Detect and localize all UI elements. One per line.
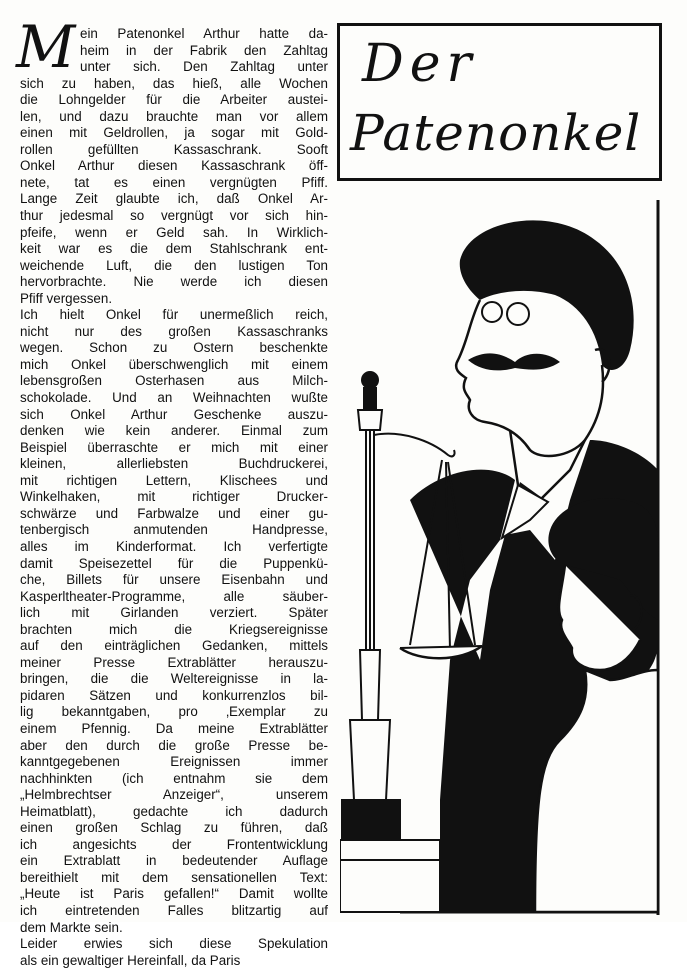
text-line: tenbergisch anmutenden Handpresse, [20,522,328,538]
text-line: Lange Zeit glaubte ich, daß Onkel Ar- [20,191,328,207]
text-line: keit war es die dem Stahlschrank ent- [20,241,328,257]
text-line: bringen, die die Weltereignisse in la- [20,671,328,687]
text-line: kanntgegebenen Ereignissen immer [20,754,328,770]
text-line: Winkelhaken, mit richtiger Drucker- [20,489,328,505]
text-line: nicht nur des großen Kassaschranks [20,323,328,339]
uncle-glasses-right [507,303,529,325]
text-line: pidaren Sätzen und konkurrenzlos bil- [20,687,328,703]
text-line: die Lohngelder für die Arbeiter austei- [20,92,328,108]
text-line: ich angesichts der Frontentwicklung [20,836,328,852]
title-word-patenonkel: Patenonkel [350,104,642,162]
text-line: dem Markte sein. [20,919,123,935]
text-line: Heimatblatt), gedachte ich dadurch [20,803,328,819]
text-line: einem Pfennig. Da meine Extrablätter [20,720,328,736]
text-line: einen großen Schlag zu führen, daß [20,820,328,836]
text-line: kleinen, allerliebsten Buchdruckerei, [20,456,328,472]
article-body [20,26,328,969]
text-line: einen mit Geldrollen, ja sogar mit Gold- [20,125,328,141]
text-line: Beispiel überraschte er mich mit einer [20,439,328,455]
text-line: schokolade. Und an Weihnachten wußte [20,390,328,406]
text-line: lich mit Girlanden verziert. Später [20,605,328,621]
uncle-glasses-left [482,302,502,322]
text-line: meiner Presse Extrablätter herauszu- [20,654,328,670]
title-word-der: Der [362,34,478,94]
text-line: nete, tat es einen vergnügten Pfiff. [20,174,328,190]
text-line: che, Billets für unsere Eisenbahn und [20,572,328,588]
text-line: ich eintretenden Falles blitzartig auf [20,902,328,918]
uncle-moustache [468,353,560,370]
title-box [337,23,662,181]
article-text-column [16,13,328,969]
text-line: brachten mich die Kriegsereignisse [20,621,328,637]
text-line: aber den durch die große Presse be- [20,737,328,753]
text-line: len, und dazu brauchte man vor allem [20,108,328,124]
illustration-uncle-and-boy [340,200,680,915]
text-line: ein Patenonkel Arthur hatte da- [80,26,328,41]
text-line: lig bekanntgaben, pro ‚Exemplar zu [20,704,328,720]
text-line: heim in der Fabrik den Zahltag [80,42,328,58]
text-line: schwärze und Farbwalze und einer gu- [20,505,328,521]
text-line: lebensgroßen Osterhasen aus Milch- [20,373,328,389]
text-line: bereithielt mit dem sensationellen Text: [20,869,328,885]
text-line: pfeife, wenn er Geld sah. In Wirklich- [20,224,328,240]
uncle-face [456,300,603,456]
text-line: ein Extrablatt in bedeutender Auflage [20,853,328,869]
text-line: Leider erwies sich diese Spekulation [20,936,328,952]
uncle-hair [460,220,634,370]
text-line: Onkel Arthur diesen Kassaschrank öff- [20,158,328,174]
text-line: thur jedesmal so vergnügt vor sich hin- [20,208,328,224]
text-line: denken wie kein anderer. Einmal zum [20,423,328,439]
text-line: auf den einträglichen Gedanken, mittels [20,638,328,654]
text-line: nachhinkten (ich entnahm sie dem [20,770,328,786]
text-line: Kasperltheater-Programme, alle säuber- [20,588,328,604]
text-line: alles im Kinderformat. Ich verfertigte [20,538,328,554]
text-line: Ich hielt Onkel für unermeßlich reich, [20,307,328,323]
text-line: Pfiff vergessen. [20,290,113,306]
text-line: als ein gewaltiger Hereinfall, da Paris [20,952,241,968]
drop-cap: M [16,13,76,81]
text-line: weichende Luft, die den lustigen Ton [20,257,328,273]
text-line: „Helmbrechtser Anzeiger“, unserem [20,787,328,803]
text-line: mich Onkel überschwenglich mit einem [20,356,328,372]
text-line: „Heute ist Paris gefallen!“ Damit wollte [20,886,328,902]
text-line: sich zu haben, das hieß, alle Wochen [20,75,328,91]
text-line: wegen. Schon zu Ostern beschenkte [20,340,328,356]
text-line: damit Speisezettel für die Puppenkü- [20,555,328,571]
text-line: unter sich. Den Zahltag unter [80,59,328,75]
text-line: hervorbrachte. Nie werde ich diesen [20,274,328,290]
text-line: rollen gefüllten Kassaschrank. Sooft [20,141,328,157]
text-line: sich Onkel Arthur Geschenke auszu- [20,406,328,422]
text-line: mit richtigen Lettern, Klischees und [20,472,328,488]
